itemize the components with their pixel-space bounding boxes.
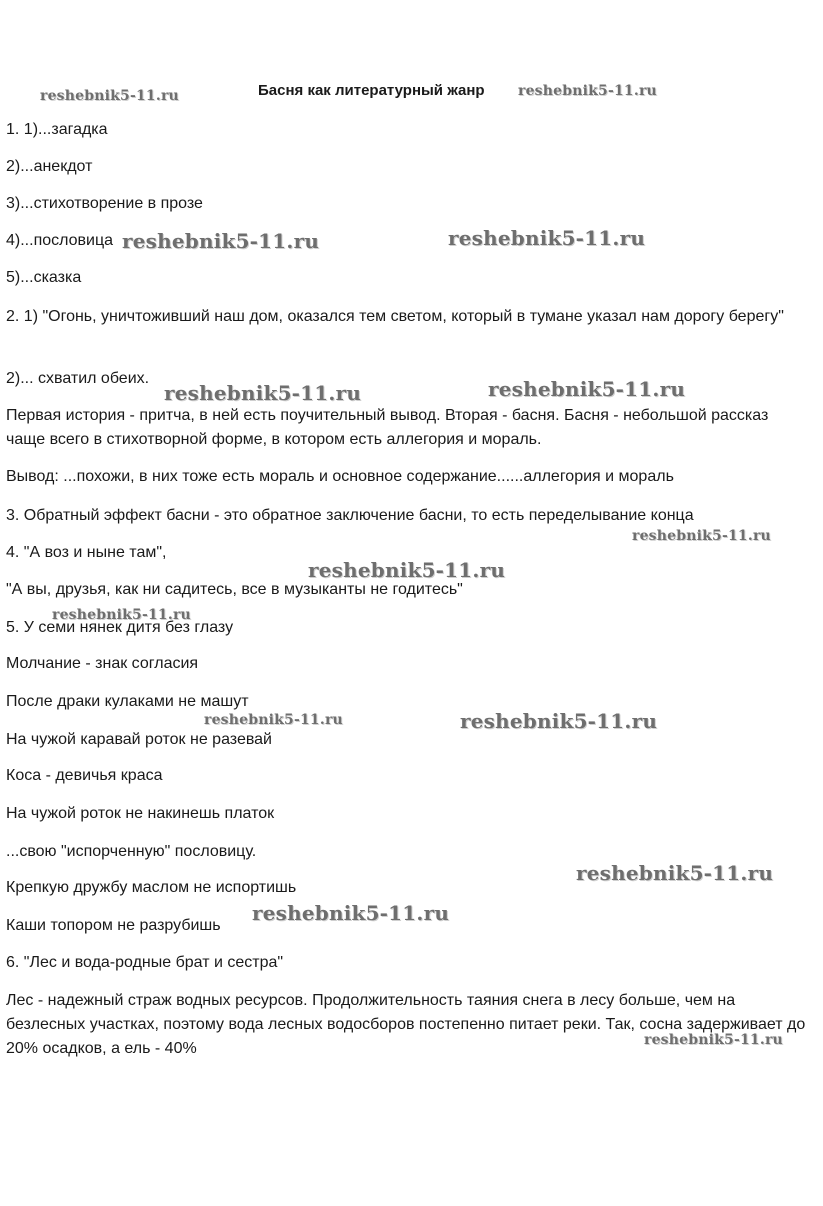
watermark: reshebnik5-11.ru (308, 558, 506, 582)
proverb-5: Коса - девичья краса (6, 767, 163, 784)
answer-1-5: 5)...сказка (6, 269, 82, 286)
comparison-paragraph: Первая история - притча, в ней есть поучительный вывод. Вторая - басня. Басня - небольшой рассказ чаще всего в стихотворной форме, в котором есть аллегория и мораль. (6, 407, 769, 448)
answer-1-4: 4)...пословица (6, 232, 114, 249)
spoiled-proverb-2: Каши топором не разрубишь (6, 917, 221, 934)
answer-4-2: "А вы, друзья, как ни садитесь, все в музыканты не годитесь" (6, 581, 463, 598)
watermark: reshebnik5-11.ru (122, 229, 320, 253)
watermark: reshebnik5-11.ru (632, 528, 771, 544)
watermark: reshebnik5-11.ru (204, 712, 343, 728)
watermark: reshebnik5-11.ru (488, 377, 686, 401)
proverb-4: На чужой каравай роток не разевай (6, 731, 272, 748)
watermark: reshebnik5-11.ru (576, 861, 774, 885)
watermark: reshebnik5-11.ru (644, 1032, 783, 1048)
watermark: reshebnik5-11.ru (460, 709, 658, 733)
forest-paragraph: Лес - надежный страж водных ресурсов. Продолжительность таяния снега в лесу больше, чем на безлесных участках, поэтому вода лесных водосборов постепенно питает реки. Так, сосна задерживает до 20% осадков, а ель - 40% (6, 992, 806, 1057)
watermark: reshebnik5-11.ru (52, 607, 191, 623)
watermark: reshebnik5-11.ru (448, 226, 646, 250)
answer-1-3: 3)...стихотворение в прозе (6, 195, 203, 212)
spoiled-proverb-intro: ...свою "испорченную" пословицу. (6, 843, 257, 860)
proverb-3: После драки кулаками не машут (6, 693, 249, 710)
answer-6-title: 6. "Лес и вода-родные брат и сестра" (6, 954, 284, 971)
spoiled-proverb-1: Крепкую дружбу маслом не испортишь (6, 879, 297, 896)
answer-4-1: 4. "А воз и ныне там", (6, 544, 167, 561)
answer-2-1: 2. 1) "Огонь, уничтоживший наш дом, оказался тем светом, который в тумане указал нам дорогу берегу" (6, 308, 784, 325)
page-title: Басня как литературный жанр (258, 82, 485, 99)
watermark: reshebnik5-11.ru (518, 83, 657, 99)
answer-1-2: 2)...анекдот (6, 158, 93, 175)
watermark: reshebnik5-11.ru (252, 901, 450, 925)
conclusion-line: Вывод: ...похожи, в них тоже есть мораль и основное содержание......аллегория и мораль (6, 468, 674, 485)
answer-1-1: 1. 1)...загадка (6, 121, 108, 138)
proverb-6: На чужой роток не накинешь платок (6, 805, 275, 822)
watermark: reshebnik5-11.ru (40, 88, 179, 104)
watermark: reshebnik5-11.ru (164, 381, 362, 405)
answer-2-2: 2)... схватил обеих. (6, 370, 150, 387)
answer-3: 3. Обратный эффект басни - это обратное заключение басни, то есть переделывание конца (6, 507, 694, 524)
proverb-2: Молчание - знак согласия (6, 655, 199, 672)
proverb-1: 5. У семи нянек дитя без глазу (6, 619, 234, 636)
